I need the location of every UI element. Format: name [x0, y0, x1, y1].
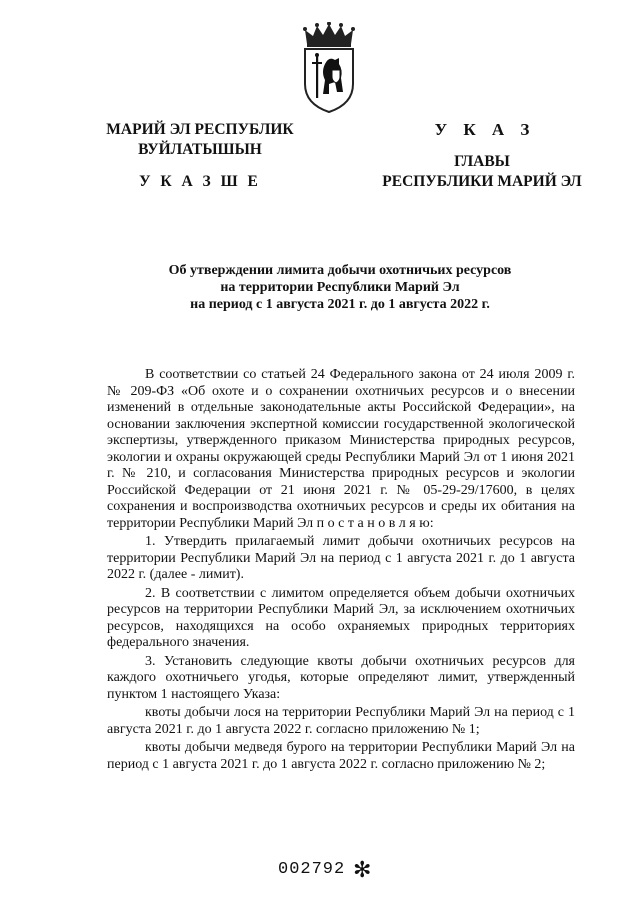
issuer-mari-line2: ВУЙЛАТЫШЫН: [138, 141, 262, 158]
serial-number: 002792: [278, 860, 346, 879]
document-body: [107, 367, 575, 775]
coat-of-arms-icon: [299, 22, 359, 114]
document-type-mari: У К А З Ш Е: [139, 173, 261, 190]
document-type-ru: У К А З: [434, 120, 536, 139]
title-line1: Об утверждении лимита добычи охотничьих ресурсов: [168, 263, 512, 278]
clause-1: 1. Утвердить прилагаемый лимит добычи охотничьих ресурсов на территории Республики Марий Эл на период с 1 августа 2021 г. до 1 августа 2022 г. (далее - лимит).: [107, 534, 575, 582]
clause-3: 3. Установить следующие квоты добычи охотничьих ресурсов для каждого охотничьего угодья, которые определяют лимит, утвержденный пунктом 1 настоящего Указа:: [107, 653, 575, 702]
preamble-paragraph: В соответствии со статьей 24 Федерального закона от 24 июля 2009 г. № 209-ФЗ «Об охоте и о сохранении охотничьих ресурсов и о внесении изменений в отдельные законодательные акты Российской Федерации», на основании заключения экспертной комиссии государственной экологической экспертизы, утвержденного приказом Министерства природных ресурсов, экологии и охраны окружающей среды Республики Марий Эл от 1 июня 2021 г. № 210, и согласования Министерства природных ресурсов и экологии Российской Федерации от 21 июня 2021 г. № 05-29-29/17600, в целях сохранения и воспроизводства охотничьих ресурсов и среды их обитания на территории Республики Марий Эл п о с т а н о в л я ю:: [107, 367, 575, 531]
clause-2: 2. В соответствии с лимитом определяется объем добычи охотничьих ресурсов на территории Республики Марий Эл, за исключением охотничьих ресурсов, находящихся на особо охраняемых природных территориях федерального значения.: [107, 585, 575, 650]
issuer-ru-line2: РЕСПУБЛИКИ МАРИЙ ЭЛ: [382, 173, 582, 190]
asterisk-mark: ✻: [353, 857, 372, 882]
quota-brown-bear: квоты добычи медведя бурого на территории Республики Марий Эл на период с 1 августа 2021 г. до 1 августа 2022 г. согласно приложению № 2;: [107, 740, 575, 772]
issuer-ru-line1: ГЛАВЫ: [454, 153, 510, 170]
document-title: [60, 262, 620, 313]
title-line2: на территории Республики Марий Эл: [220, 280, 460, 295]
title-line3: на период с 1 августа 2021 г. до 1 августа 2022 г.: [190, 297, 490, 312]
quota-moose: квоты добычи лося на территории Республики Марий Эл на период с 1 августа 2021 г. до 1 августа 2022 г. согласно приложению № 1;: [107, 705, 575, 737]
issuer-mari-line1: МАРИЙ ЭЛ РЕСПУБЛИК: [106, 121, 294, 138]
